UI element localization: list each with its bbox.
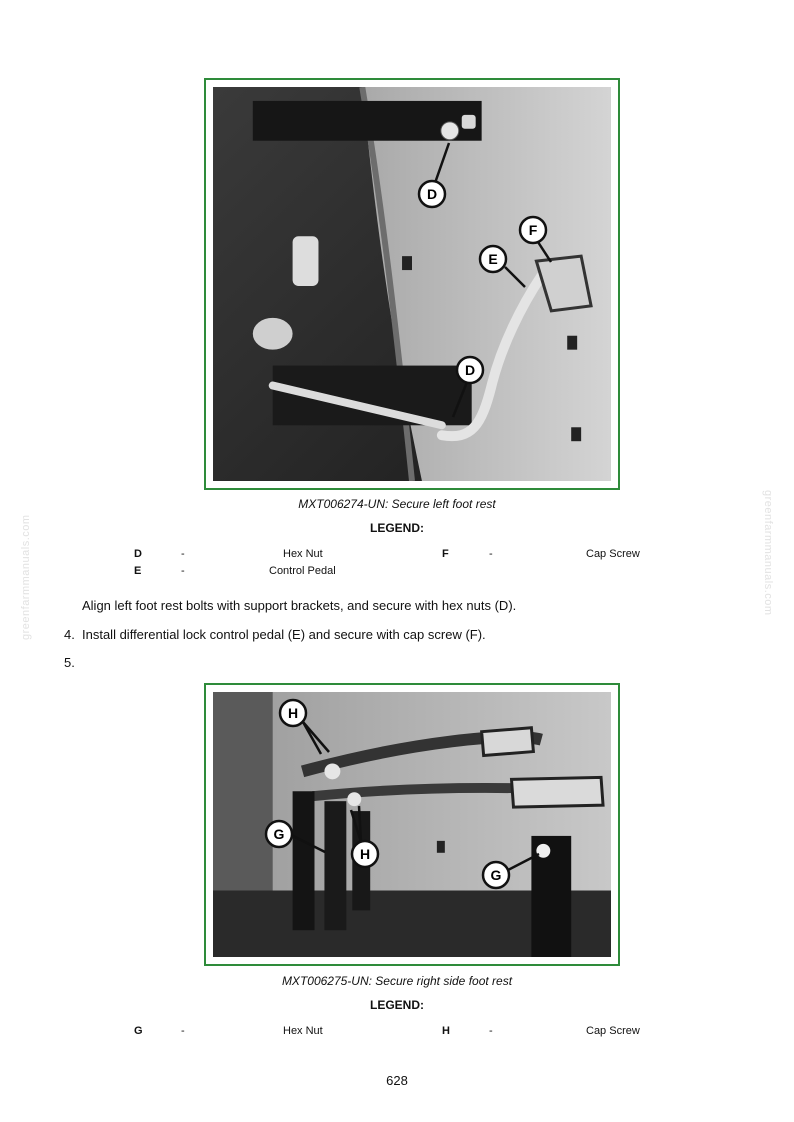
callout-g-left: G	[273, 826, 285, 842]
watermark-left: greenfarmmanuals.com	[20, 514, 32, 640]
legend-label: Cap Screw	[586, 548, 640, 560]
figure2-callouts	[213, 692, 613, 959]
legend-dash: -	[181, 565, 185, 577]
legend-label: Hex Nut	[283, 548, 323, 560]
step5-number: 5.	[64, 655, 75, 670]
legend-key: H	[442, 1025, 450, 1037]
legend-key: D	[134, 548, 142, 560]
legend-key: E	[134, 565, 142, 577]
callout-f: F	[528, 222, 538, 238]
step4-text: Install differential lock control pedal (E) and secure with cap screw (F).	[82, 627, 486, 642]
figure1-legend-title: LEGEND:	[370, 521, 424, 535]
step3-text: Align left foot rest bolts with support brackets, and secure with hex nuts (D).	[82, 598, 517, 613]
figure1-legend-row	[0, 565, 794, 581]
callout-e: E	[488, 251, 498, 267]
figure1-legend-row	[0, 548, 794, 564]
figure-left-foot-rest	[204, 78, 620, 490]
figure2-legend-title: LEGEND:	[370, 998, 424, 1012]
legend-key: G	[134, 1025, 143, 1037]
legend-label: Hex Nut	[283, 1025, 323, 1037]
callout-d-bottom: D	[464, 362, 476, 378]
page-number: 628	[386, 1073, 408, 1088]
legend-dash: -	[181, 1025, 185, 1037]
callout-d-top: D	[426, 186, 438, 202]
legend-dash: -	[489, 548, 493, 560]
callout-h-top: H	[287, 705, 299, 721]
legend-dash: -	[489, 1025, 493, 1037]
step4-number: 4.	[64, 627, 75, 642]
figure-right-foot-rest	[204, 683, 620, 966]
legend-key: F	[442, 548, 449, 560]
figure2-legend-row	[0, 1025, 794, 1041]
legend-label: Cap Screw	[586, 1025, 640, 1037]
callout-h-bottom: H	[359, 846, 371, 862]
legend-label: Control Pedal	[269, 565, 336, 577]
callout-g-right: G	[490, 867, 502, 883]
figure2-caption: MXT006275-UN: Secure right side foot rest	[281, 974, 513, 988]
figure1-caption: MXT006274-UN: Secure left foot rest	[298, 497, 496, 511]
watermark-right: greenfarmmanuals.com	[762, 490, 774, 616]
figure1-callouts	[213, 87, 613, 483]
legend-dash: -	[181, 548, 185, 560]
